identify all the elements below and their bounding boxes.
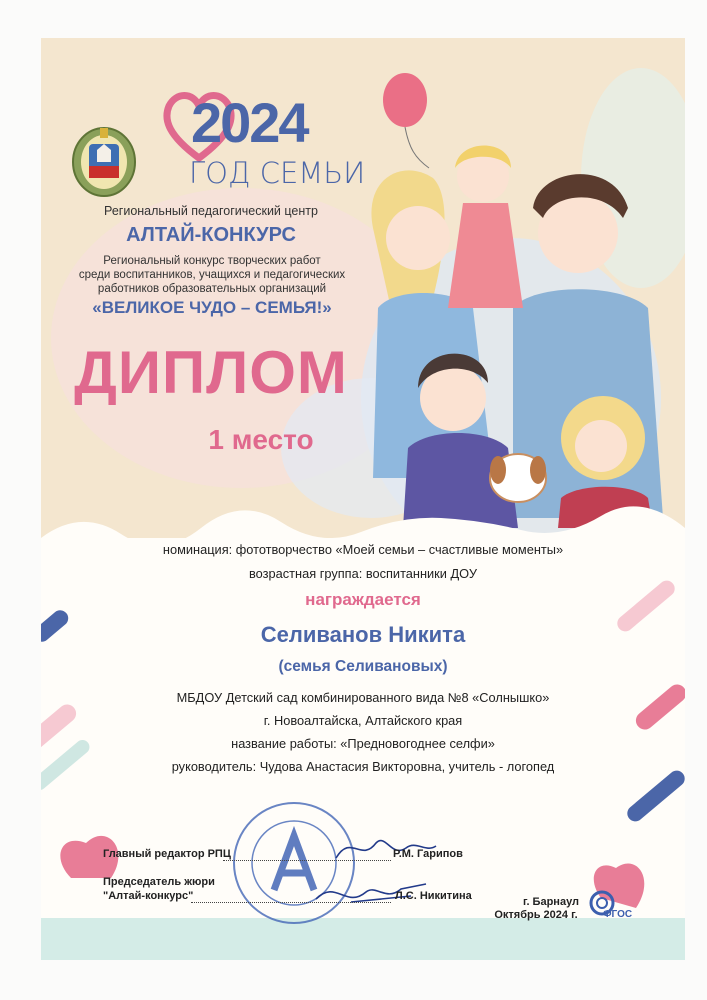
year-title: 2024 xyxy=(191,91,308,154)
jury-role: Председатель жюри xyxy=(103,876,215,888)
diploma-sheet xyxy=(41,38,685,960)
jury-name: Л.С. Никитина xyxy=(395,890,472,902)
work-title-text: название работы: «Предновогоднее селфи» xyxy=(231,736,495,751)
place-date: Октябрь 2024 г. xyxy=(494,909,578,921)
awarded-label: награждается xyxy=(305,590,421,609)
contest-description-line: среди воспитанников, учащихся и педагогических xyxy=(78,269,346,281)
family-illustration xyxy=(333,58,673,528)
brand-name: АЛТАЙ-КОНКУРС xyxy=(126,224,296,246)
age-group-text: возрастная группа: воспитанники ДОУ xyxy=(249,566,477,581)
institution-text: МБДОУ Детский сад комбинированного вида №8 «Солнышко» xyxy=(176,690,550,705)
fgos-logo-text: ФГОС xyxy=(603,909,633,920)
editor-signature-line xyxy=(223,860,391,861)
contest-title: «ВЕЛИКОЕ ЧУДО – СЕМЬЯ!» xyxy=(92,298,332,317)
place-label: 1 место xyxy=(208,424,314,455)
nomination-text: номинация: фототворчество «Моей семьи – счастливые моменты» xyxy=(162,542,564,557)
editor-name: Р.М. Гарипов xyxy=(393,848,463,860)
jury-organization: "Алтай-конкурс" xyxy=(103,890,194,902)
coat-of-arms-icon xyxy=(69,120,139,200)
city-text: г. Новоалтайска, Алтайского края xyxy=(263,713,463,728)
recipient-name: Селиванов Никита xyxy=(260,622,466,647)
editor-role: Главный редактор РПЦ xyxy=(103,848,231,860)
jury-signature-line xyxy=(191,902,391,903)
supervisor-text: руководитель: Чудова Анастасия Викторовна, учитель - логопед xyxy=(171,759,555,774)
contest-description-line: работников образовательных организаций xyxy=(97,283,327,295)
contest-description xyxy=(59,254,365,296)
year-subtitle: ГОД СЕМЬИ xyxy=(189,156,366,190)
recipient-family: (семья Селивановых) xyxy=(278,658,448,675)
fgos-logo xyxy=(589,890,633,924)
place-city: г. Барнаул xyxy=(522,896,580,908)
diploma-title: ДИПЛОМ xyxy=(74,339,348,406)
contest-description-line: Региональный конкурс творческих работ xyxy=(103,255,321,267)
center-name: Региональный педагогический центр xyxy=(104,204,318,218)
